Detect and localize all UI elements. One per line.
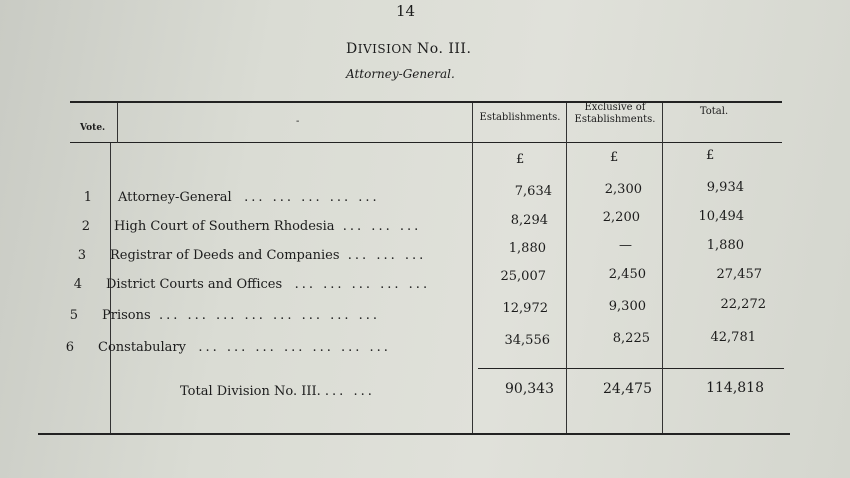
vote-number: 2 <box>81 219 90 234</box>
vote-number: 6 <box>65 340 74 355</box>
item-name <box>102 308 380 323</box>
division-number: No. III. <box>417 41 472 57</box>
table-top-rule <box>70 101 782 103</box>
total-label-text: Total Division No. III. <box>180 384 321 399</box>
leader-dots: ... ... ... ... ... ... ... ... <box>158 308 381 323</box>
header-exclusive-line1: Exclusive of <box>584 102 646 113</box>
total-value: 1,880 <box>706 238 744 253</box>
exclusive-value: 2,450 <box>608 267 646 282</box>
item-name <box>106 277 430 292</box>
total-exclusive: 24,475 <box>603 381 652 397</box>
division-title-initial: D <box>346 41 358 57</box>
item-name <box>110 248 426 263</box>
total-value: 42,781 <box>710 330 756 345</box>
establishments-value: 34,556 <box>504 333 550 348</box>
exclusive-value: 8,225 <box>612 331 650 346</box>
establishments-value: 7,634 <box>514 184 552 199</box>
item-name <box>114 219 421 234</box>
establishments-value: 1,880 <box>508 241 546 256</box>
exclusive-value: 2,300 <box>604 182 642 197</box>
item-name <box>98 340 391 355</box>
page-subtitle: Attorney-General. <box>346 67 455 81</box>
currency-total: £ <box>706 148 715 163</box>
vote-column-divider <box>117 103 118 143</box>
total-value: 22,272 <box>720 297 766 312</box>
leader-dots: ... ... <box>324 384 375 399</box>
page-number: 14 <box>396 2 416 20</box>
item-label: Registrar of Deeds and Companies <box>110 248 340 263</box>
header-exclusive <box>568 102 662 126</box>
total-value: 9,934 <box>706 180 744 195</box>
header-description: - <box>296 116 300 127</box>
header-establishments: Establishments. <box>479 112 561 123</box>
exclusive-value: 2,200 <box>602 210 640 225</box>
item-label: Constabulary <box>98 340 186 355</box>
header-bottom-rule <box>70 142 782 143</box>
table-bottom-rule <box>38 433 790 435</box>
currency-establishments: £ <box>516 152 525 167</box>
item-name <box>118 190 380 205</box>
vote-number: 5 <box>69 308 78 323</box>
currency-exclusive: £ <box>610 150 619 165</box>
item-label: High Court of Southern Rhodesia <box>114 219 335 234</box>
item-label: Attorney-General <box>118 190 232 205</box>
total-establishments: 90,343 <box>505 381 554 397</box>
establishments-value: 25,007 <box>500 269 546 284</box>
exclusive-value: 9,300 <box>608 299 646 314</box>
division-title-word: IVISION <box>357 42 413 56</box>
leader-dots: ... ... ... ... ... <box>244 190 380 205</box>
vote-number: 3 <box>77 248 86 263</box>
exclusive-value: — <box>619 238 632 253</box>
vote-number: 1 <box>83 190 92 205</box>
item-label: Prisons <box>102 308 151 323</box>
total-overall: 114,818 <box>706 380 764 396</box>
item-label: District Courts and Offices <box>106 277 283 292</box>
total-value: 10,494 <box>698 209 744 224</box>
leader-dots: ... ... ... <box>342 219 422 234</box>
total-label <box>180 384 375 399</box>
leader-dots: ... ... ... <box>347 248 427 263</box>
vote-number: 4 <box>73 277 82 292</box>
establishments-column-divider <box>472 103 473 433</box>
division-title <box>346 41 471 57</box>
establishments-value: 8,294 <box>510 213 548 228</box>
header-total: Total. <box>699 106 729 117</box>
total-value: 27,457 <box>716 267 762 282</box>
header-exclusive-line2: Establishments. <box>574 114 656 125</box>
establishments-value: 12,972 <box>502 301 548 316</box>
leader-dots: ... ... ... ... ... ... ... <box>198 340 391 355</box>
header-vote: Vote. <box>80 123 106 133</box>
subtotal-rule <box>478 368 784 369</box>
total-column-divider <box>662 103 663 433</box>
leader-dots: ... ... ... ... ... <box>294 277 431 292</box>
